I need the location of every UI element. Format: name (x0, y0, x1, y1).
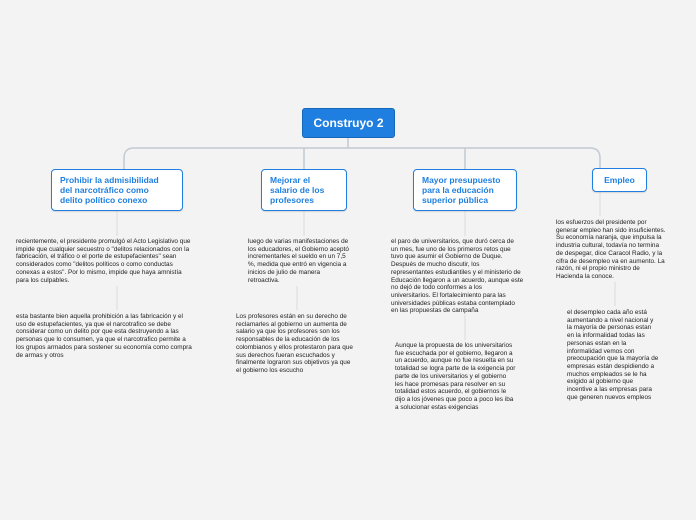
topic-prohibir-narcotrafico[interactable] (51, 169, 183, 211)
topic-label: Mejorar el salario de los profesores (270, 175, 325, 205)
note-prohibir-1[interactable]: recientemente, el presidente promulgó el Acto Legislativo que impide que cualquier secuestro o "delitos relacionados con la fabricación, el tráfico o el porte de estupefacientes" sean considerados como "delitos políticos o como conductas conexas a estos". Por lo mismo, impide que haya amnistía para los culpables. (16, 238, 191, 284)
topic-presupuesto-educacion[interactable] (413, 169, 517, 211)
topic-label: Prohibir la admisibilidad del narcotráfico como delito político conexo (60, 175, 159, 205)
central-topic[interactable]: Construyo 2 (302, 108, 395, 138)
note-empleo-2[interactable]: el desempleo cada año está aumentando a nivel nacional y la mayoría de personas estan en la informalidad todas las personas estan en la informalidad vemos con preocupación que la mayoría de empresas están despidiendo a muchos empleados se le ha exigido al gobierno que incentive a las empresas para que generen nuevos empleos (567, 309, 659, 401)
note-salario-1[interactable]: luego de varias manifestaciones de los educadores, el Gobierno aceptó incrementarles el sueldo en un 7,5 %, medida que entró en vigencia a inicios de julio de manera retroactiva. (248, 238, 349, 284)
topic-label: Empleo (604, 175, 635, 185)
note-prohibir-2[interactable]: esta bastante bien aquella prohibición a las fabricación y el uso de estupefacientes, ya que el narcotrafico se debe considerar como un delito por que esta destruyendo a las personas que lo consumen, ya que el narcotrafico permite a los grupos armados para sostener su economía como compra de armas y otros (16, 313, 192, 359)
branch-bar (124, 148, 600, 158)
topic-label: Mayor presupuesto para la educación superior pública (422, 175, 501, 205)
note-empleo-1[interactable]: los esfuerzos del presidente por generar empleo han sido insuficientes. Su economía naranja, que impulsa la industria cultural, todavía no termina de despegar, dice Caracol Radio, y la cifra de desempleo va en aumento. La razón, ni el propio ministro de Hacienda la conoce. (556, 219, 666, 280)
note-presupuesto-1[interactable]: el paro de universitarios, que duró cerca de un mes, fue uno de los primeros retos que tuvo que asumir el Gobierno de Duque. Después de mucho discutir, los representantes estudiantiles y el ministerio de Educación llegaron a un acuerdo, aunque este no dejó de todo conformes a los universitarios. El fortalecimiento para las universidades públicas estaba contemplado en las propuestas de campaña (391, 238, 524, 315)
topic-salario-profesores[interactable] (261, 169, 347, 211)
note-salario-2[interactable]: Los profesores están en su derecho de reclamarles al gobierno un aumenta de salario ya que los profesores son los responsables de la educación de los colombianos y ellos protestaron para que sus derechos fueran escuchados y finalmente lograron sus objetivos ya que el gobierno los escucho (236, 313, 353, 374)
note-presupuesto-2[interactable]: Aunque la propuesta de los universitarios fue escuchada por el gobierno, llegaron a un acuerdo, aunque no fue resuelta en su totalidad se logra parte de la exigencia por parte de los universitarios y el gobierno les hace promesas para resolver en su totalidad estos acuerdo, el gobiernos le dijo a los jóvenes que poco a poco les iba a solucionar estas exigencias (395, 342, 516, 411)
topic-empleo[interactable] (592, 168, 647, 192)
